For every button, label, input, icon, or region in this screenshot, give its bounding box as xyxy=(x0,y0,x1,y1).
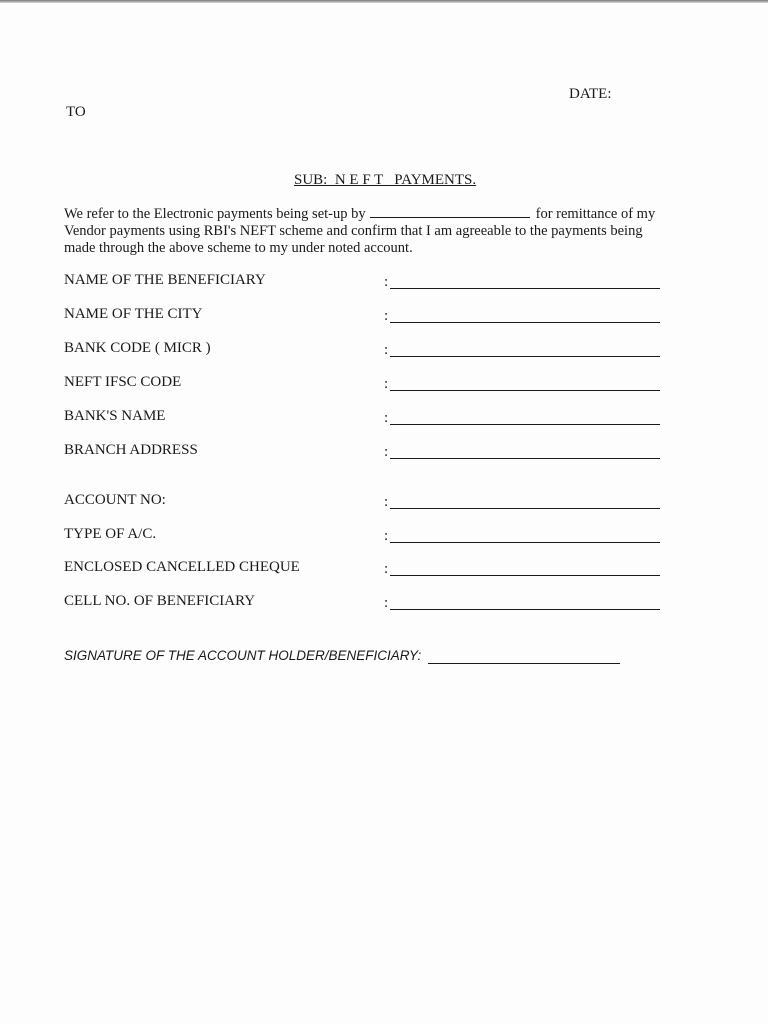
field-colon: : xyxy=(384,494,389,510)
intro-line-1-start: We refer to the Electronic payments being set-up by xyxy=(64,206,366,222)
field-bank-name xyxy=(64,408,664,428)
cell-no-blank[interactable] xyxy=(390,609,660,610)
field-cancelled-cheque xyxy=(64,559,664,579)
field-colon: : xyxy=(384,376,389,392)
bank-name-blank[interactable] xyxy=(390,424,660,425)
field-label: BANK CODE ( MICR ) xyxy=(64,340,211,356)
field-label: NEFT IFSC CODE xyxy=(64,374,182,390)
field-colon: : xyxy=(384,444,389,460)
field-colon: : xyxy=(384,274,389,290)
field-beneficiary-name xyxy=(64,272,664,292)
intro-line-1 xyxy=(64,205,692,223)
intro-line-2: Vendor payments using RBI's NEFT scheme and confirm that I am agreeable to the payments being xyxy=(64,223,643,239)
setup-by-blank[interactable] xyxy=(370,205,530,218)
field-colon: : xyxy=(384,308,389,324)
signature-label: SIGNATURE OF THE ACCOUNT HOLDER/BENEFICIARY: xyxy=(64,648,422,663)
field-account-no xyxy=(64,492,664,512)
field-label: BANK'S NAME xyxy=(64,408,166,424)
signature-blank[interactable] xyxy=(428,663,620,664)
field-account-type xyxy=(64,526,664,546)
field-label: NAME OF THE CITY xyxy=(64,306,203,322)
field-label: CELL NO. OF BENEFICIARY xyxy=(64,593,256,609)
field-colon: : xyxy=(384,342,389,358)
city-name-blank[interactable] xyxy=(390,322,660,323)
ifsc-code-blank[interactable] xyxy=(390,390,660,391)
field-colon: : xyxy=(384,595,389,611)
to-label: TO xyxy=(66,104,86,120)
intro-line-1-end: for remittance of my xyxy=(535,206,656,222)
field-colon: : xyxy=(384,528,389,544)
cancelled-cheque-blank[interactable] xyxy=(390,575,660,576)
field-branch-address xyxy=(64,442,664,462)
intro-paragraph xyxy=(64,205,692,257)
field-label: ENCLOSED CANCELLED CHEQUE xyxy=(64,559,300,575)
field-colon: : xyxy=(384,410,389,426)
branch-address-blank[interactable] xyxy=(390,458,660,459)
scan-top-edge xyxy=(0,0,768,3)
account-no-blank[interactable] xyxy=(390,508,660,509)
intro-line-3: made through the above scheme to my under noted account. xyxy=(64,240,413,256)
field-ifsc-code xyxy=(64,374,664,394)
beneficiary-name-blank[interactable] xyxy=(390,288,660,289)
field-label: TYPE OF A/C. xyxy=(64,526,157,542)
field-city-name xyxy=(64,306,664,326)
field-cell-no xyxy=(64,593,664,613)
field-label: NAME OF THE BENEFICIARY xyxy=(64,272,266,288)
field-colon: : xyxy=(384,561,389,577)
field-bank-code xyxy=(64,340,664,360)
date-label: DATE: xyxy=(569,86,612,102)
subject-heading: SUB: N E F T PAYMENTS. xyxy=(294,172,477,188)
field-label: BRANCH ADDRESS xyxy=(64,442,198,458)
bank-code-blank[interactable] xyxy=(390,356,660,357)
field-label: ACCOUNT NO: xyxy=(64,492,166,508)
account-type-blank[interactable] xyxy=(390,542,660,543)
